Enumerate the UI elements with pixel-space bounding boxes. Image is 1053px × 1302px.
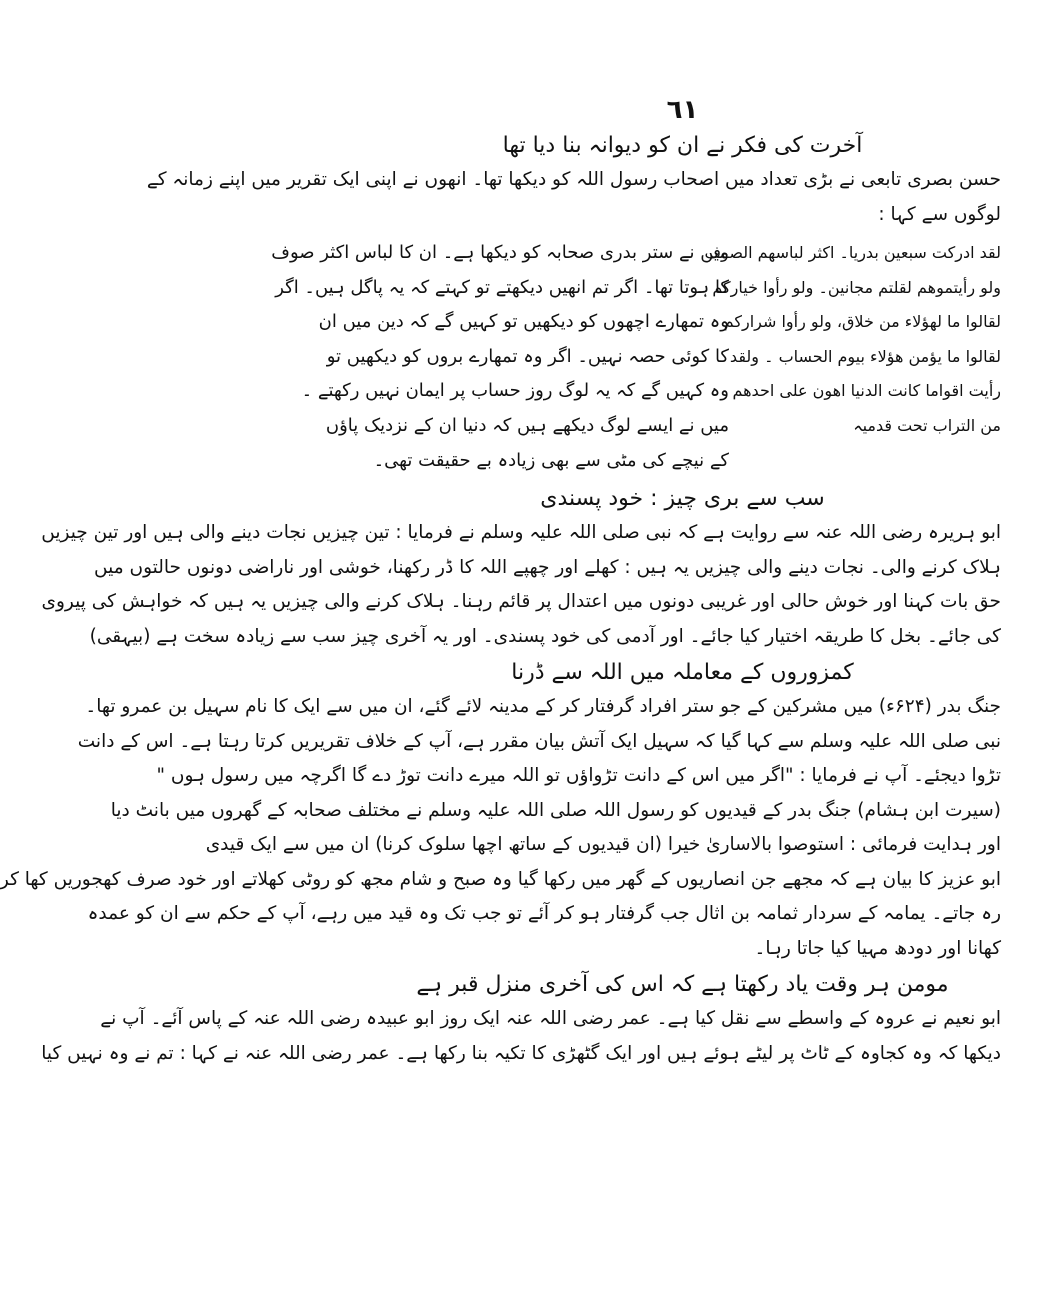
section-heading-hereafter: آخرت کی فکر نے ان کو دیوانہ بنا دیا تھا	[502, 133, 863, 158]
urdu-line: وہ تمھارے اچھوں کو دیکھیں تو کہیں گے کہ دین میں ان	[318, 311, 729, 333]
arabic-line: رأیت اقواما کانت الدنیا اھون علی احدھم	[732, 381, 1001, 401]
text-line: کی جائے۔ بخل کا طریقہ اختیار کیا جائے۔ اور آدمی کی خود پسندی۔ اور یہ آخری چیز سب سے زیادہ سخت ہے (بیہقی)	[89, 625, 1001, 647]
arabic-line: لقالوا ما یؤمن ھؤلاء بیوم الحساب ۔ ولقد	[729, 346, 1001, 366]
text-line: (سیرت ابن ہشام) جنگ بدر کے قیدیوں کو رسول اللہ صلی اللہ علیہ وسلم نے مختلف صحابہ کے گھروں میں بانٹ دیا	[110, 799, 1001, 821]
page-number: ٦١	[666, 95, 699, 125]
text-line: ابو ہریرہ رضی اللہ عنہ سے روایت ہے کہ نبی صلی اللہ علیہ وسلم نے فرمایا : تین چیزیں نجات دینے والی ہیں اور تین چیزیں	[41, 522, 1001, 544]
urdu-line: میں نے ایسے لوگ دیکھے ہیں کہ دنیا ان کے نزدیک پاؤں	[325, 414, 729, 436]
urdu-translation	[271, 236, 729, 478]
text-line: دیکھا کہ وہ کجاوہ کے ٹاٹ پر لیٹے ہوئے ہیں اور ایک گٹھڑی کا تکیہ بنا رکھا ہے۔ عمر رضی اللہ عنہ نے کہا : تم نے وہ نہیں کیا	[41, 1042, 1001, 1064]
section-body	[41, 516, 1001, 654]
arabic-line: لقالوا ما لھؤلاء من خلاق، ولو رأوا شرارکم	[723, 312, 1001, 332]
urdu-line: کے نیچے کی مٹی سے بھی زیادہ بے حقیقت تھی۔	[373, 449, 729, 471]
urdu-line: میں نے ستر بدری صحابہ کو دیکھا ہے۔ ان کا لباس اکثر صوف	[271, 242, 729, 263]
urdu-line: کا ہوتا تھا۔ اگر تم انھیں دیکھتے تو کہتے کہ یہ پاگل ہیں۔ اگر	[275, 276, 729, 298]
text-line: نبی صلی اللہ علیہ وسلم سے کہا گیا کہ سہیل ایک آتش بیان مقرر ہے، آپ کے خلاف تقریریں کرتا رہتا ہے۔ اس کے دانت	[77, 730, 1001, 752]
text-line: ابو نعیم نے عروہ کے واسطے سے نقل کیا ہے۔ عمر رضی اللہ عنہ ایک روز ابو عبیدہ رضی اللہ عنہ کے پاس آئے۔ آپ نے	[100, 1008, 1001, 1030]
text-line: ابو عزیز کا بیان ہے کہ مجھے جن انصاریوں کے گھر میں رکھا گیا وہ صبح و شام مجھ کو روٹی کھلاتے اور خود صرف کھجوریں کھا کر	[0, 868, 1001, 890]
section-body	[41, 1002, 1001, 1071]
text-line: حسن بصری تابعی نے بڑی تعداد میں اصحاب رسول اللہ کو دیکھا تھا۔ انھوں نے اپنی ایک تقریر میں اپنے زمانہ کے	[146, 169, 1001, 190]
arabic-line: من التراب تحت قدمیہ	[853, 415, 1001, 435]
text-line: کھانا اور دودھ مہیا کیا جاتا رہا۔	[754, 937, 1001, 959]
section-heading-grave: مومن ہر وقت یاد رکھتا ہے کہ اس کی آخری منزل قبر ہے	[416, 972, 949, 998]
arabic-line: ولو رأیتموھم لقلتم مجانین۔ ولو رأوا خیارکم	[712, 277, 1001, 297]
text-line: حق بات کہنا اور خوش حالی اور غریبی دونوں میں اعتدال پر قائم رہنا۔ ہلاک کرنے والی چیزیں یہ ہیں کہ خواہش کی پیروی	[41, 591, 1001, 613]
urdu-line: کا کوئی حصہ نہیں۔ اگر وہ تمھارے بروں کو دیکھیں تو	[326, 345, 729, 367]
section-heading-weak: کمزوروں کے معاملہ میں اللہ سے ڈرنا	[511, 660, 854, 686]
text-line: اور ہدایت فرمائی : استوصوا بالاساریٰ خیرا (ان قیدیوں کے ساتھ اچھا سلوک کرنا) ان میں سے ایک قیدی	[205, 834, 1001, 856]
quote-block	[271, 236, 1001, 478]
text-line: تڑوا دیجئے۔ آپ نے فرمایا : "اگر میں اس کے دانت تڑواؤں تو اللہ میرے دانت توڑ دے گا اگرچہ میں رسول ہوں "	[156, 765, 1001, 787]
section-intro	[146, 163, 1001, 232]
arabic-quote	[704, 236, 1001, 478]
section-body	[0, 690, 1001, 966]
section-heading-self-conceit: سب سے بری چیز : خود پسندی	[540, 486, 825, 512]
text-line: ہلاک کرنے والی۔ نجات دینے والی چیزیں یہ ہیں : کھلے اور چھپے اللہ کا ڈر رکھنا، خوشی اور ناراضی دونوں حالتوں میں	[94, 556, 1001, 578]
urdu-line: وہ کہیں گے کہ یہ لوگ روز حساب پر ایمان نہیں رکھتے ۔	[301, 380, 729, 402]
text-line: رہ جاتے۔ یمامہ کے سردار ثمامہ بن اثال جب گرفتار ہو کر آئے تو جب تک وہ قید میں رہے، آپ کے حکم سے ان کو عمدہ	[87, 903, 1001, 925]
text-line: لوگوں سے کہا :	[878, 203, 1001, 225]
text-line: جنگ بدر (۶۲۴ء) میں مشرکین کے جو ستر افراد گرفتار کر کے مدینہ لائے گئے، ان میں سے ایک کا نام سہیل بن عمرو تھا۔	[85, 696, 1001, 718]
arabic-line: لقد ادرکت سبعین بدریا۔ اکثر لباسھم الصوف	[704, 243, 1001, 262]
